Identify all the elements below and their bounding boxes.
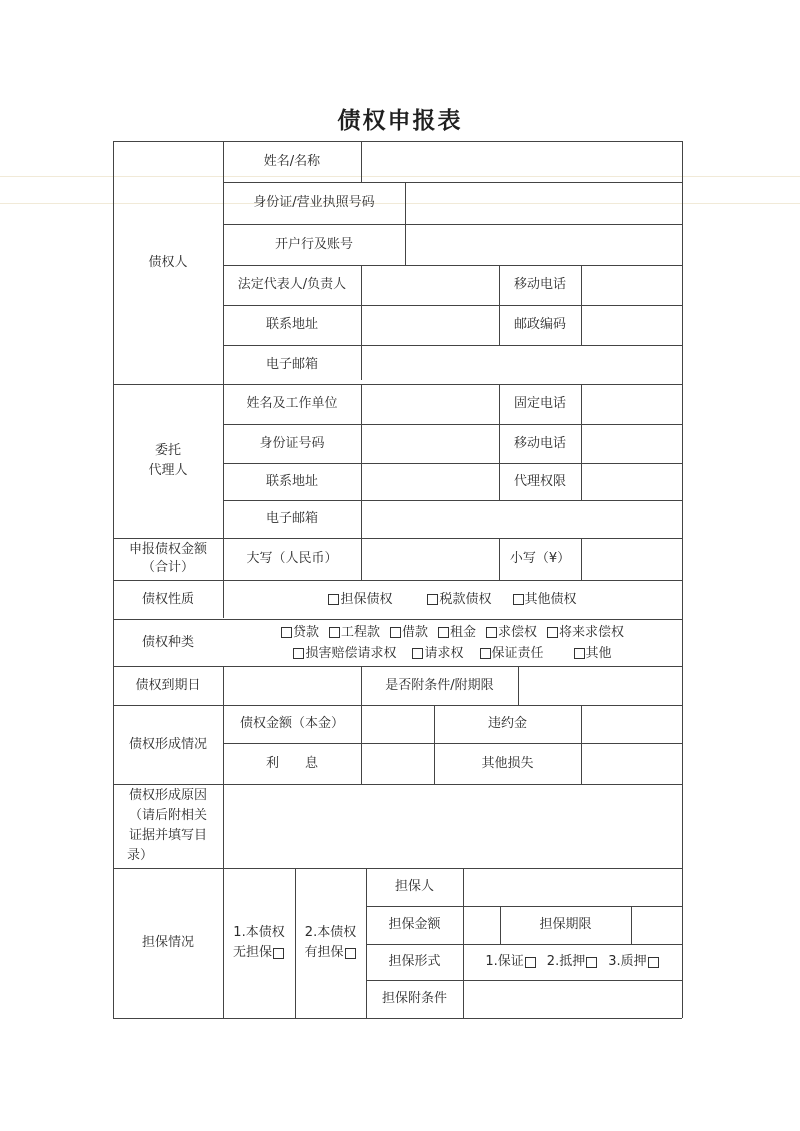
creditor-address-field[interactable] xyxy=(361,305,499,345)
creditor-name-field[interactable] xyxy=(361,141,682,182)
creditor-section-label: 债权人 xyxy=(148,254,188,270)
agent-email-field[interactable] xyxy=(361,500,682,538)
agent-id-label: 身份证号码 xyxy=(259,435,325,451)
checkbox[interactable] xyxy=(480,648,491,659)
checkbox[interactable] xyxy=(486,627,497,638)
creditor-email-label: 电子邮箱 xyxy=(265,356,318,372)
table-border-right xyxy=(682,141,683,1018)
guarantee-amount-label: 担保金额 xyxy=(388,917,441,932)
checkbox[interactable] xyxy=(547,627,558,638)
principal-field[interactable] xyxy=(361,705,434,743)
penalty-label: 违约金 xyxy=(487,716,527,731)
kind-option-damages[interactable]: 损害赔偿请求权 xyxy=(293,644,396,664)
creditor-bank-field[interactable] xyxy=(405,224,682,265)
no-guarantee-line2: 无担保 xyxy=(233,943,285,963)
agent-landline-label: 固定电话 xyxy=(513,396,566,411)
creditor-legal-rep-field[interactable] xyxy=(361,265,499,305)
creditor-postcode-field[interactable] xyxy=(581,305,682,345)
creditor-postcode-label: 邮政编码 xyxy=(513,317,566,332)
reason-field[interactable] xyxy=(223,784,682,868)
amount-lower-field[interactable] xyxy=(581,538,682,580)
checkbox[interactable] xyxy=(293,648,304,659)
creditor-bank-label: 开户行及账号 xyxy=(274,236,353,252)
nature-options xyxy=(223,580,682,619)
due-date-field[interactable] xyxy=(223,666,361,705)
kind-label: 债权种类 xyxy=(141,634,194,650)
kind-option-claim[interactable]: 请求权 xyxy=(412,644,463,664)
kind-option-borrowing[interactable]: 借款 xyxy=(390,623,428,643)
checkbox[interactable] xyxy=(438,627,449,638)
table-border-bottom xyxy=(113,1018,682,1019)
interest-field[interactable] xyxy=(361,743,434,784)
checkbox[interactable] xyxy=(525,957,536,968)
creditor-id-field[interactable] xyxy=(405,182,682,224)
nature-option-other[interactable]: 其他债权 xyxy=(513,590,577,610)
guarantee-form-pledge[interactable]: 3.质押 xyxy=(608,952,659,972)
agent-authority-label: 代理权限 xyxy=(513,473,566,489)
checkbox[interactable] xyxy=(513,594,524,605)
kind-option-other[interactable]: 其他 xyxy=(574,644,612,664)
creditor-legal-rep-label: 法定代表人/负责人 xyxy=(237,277,347,292)
reason-label-line3: 证据并填写目 xyxy=(128,828,207,843)
guarantor-label: 担保人 xyxy=(394,879,434,894)
kind-options-row1 xyxy=(223,622,682,643)
kind-options-row2 xyxy=(223,643,682,664)
kind-option-guarantee-liability[interactable]: 保证责任 xyxy=(480,644,544,664)
agent-mobile-field[interactable] xyxy=(581,424,682,463)
agent-address-field[interactable] xyxy=(361,463,499,500)
amount-label-line1: 申报债权金额 xyxy=(128,542,207,557)
nature-option-tax[interactable]: 税款债权 xyxy=(427,590,491,610)
penalty-field[interactable] xyxy=(581,705,682,743)
agent-landline-field[interactable] xyxy=(581,384,682,424)
no-guarantee-line1: 1.本债权 xyxy=(233,925,285,940)
reason-label-line4: 录） xyxy=(127,848,154,863)
condition-field[interactable] xyxy=(518,666,682,705)
agent-section-label xyxy=(113,384,223,538)
no-guarantee-option[interactable] xyxy=(223,868,295,1018)
creditor-mobile-field[interactable] xyxy=(581,265,682,305)
agent-id-field[interactable] xyxy=(361,424,499,463)
has-guarantee-option[interactable] xyxy=(295,868,366,1018)
reason-label-line2: （请后附相关 xyxy=(128,808,207,823)
page-title: 债权申报表 xyxy=(337,108,463,134)
creditor-address-label: 联系地址 xyxy=(265,317,318,332)
has-guarantee-line1: 2.本债权 xyxy=(304,925,357,940)
kind-option-recourse[interactable]: 求偿权 xyxy=(486,623,537,643)
checkbox[interactable] xyxy=(281,627,292,638)
guarantee-conditions-field[interactable] xyxy=(463,980,682,1018)
has-guarantee-line2: 有担保 xyxy=(304,943,356,963)
condition-label: 是否附条件/附期限 xyxy=(385,677,494,693)
checkbox[interactable] xyxy=(390,627,401,638)
guarantee-period-label: 担保期限 xyxy=(539,917,592,932)
guarantee-amount-field[interactable] xyxy=(463,906,500,944)
kind-option-loan[interactable]: 贷款 xyxy=(281,623,319,643)
guarantee-conditions-label: 担保附条件 xyxy=(381,991,447,1006)
agent-mobile-label: 移动电话 xyxy=(513,435,566,451)
checkbox[interactable] xyxy=(329,627,340,638)
nature-label: 债权性质 xyxy=(141,591,194,607)
reason-label-line1: 债权形成原因 xyxy=(128,788,207,803)
amount-upper-label: 大写（人民币） xyxy=(246,551,338,566)
guarantee-label: 担保情况 xyxy=(141,935,194,950)
guarantee-period-field[interactable] xyxy=(631,906,682,944)
guarantee-form-surety[interactable]: 1.保证 xyxy=(485,952,536,972)
checkbox[interactable] xyxy=(345,948,356,959)
checkbox[interactable] xyxy=(273,948,284,959)
interest-label: 利 息 xyxy=(265,755,318,771)
creditor-name-label: 姓名/名称 xyxy=(263,153,321,169)
creditor-id-label: 身份证/营业执照号码 xyxy=(253,195,375,210)
checkbox[interactable] xyxy=(328,594,339,605)
agent-email-label: 电子邮箱 xyxy=(265,511,318,526)
other-loss-label: 其他损失 xyxy=(481,755,534,771)
kind-option-future-recourse[interactable]: 将来求偿权 xyxy=(547,623,624,643)
due-date-label: 债权到期日 xyxy=(135,677,201,693)
amount-label xyxy=(113,538,223,580)
reason-label xyxy=(113,784,223,868)
creditor-mobile-label: 移动电话 xyxy=(513,277,566,292)
principal-label: 债权金额（本金） xyxy=(239,716,344,731)
creditor-email-field[interactable] xyxy=(361,345,682,384)
formation-label: 债权形成情况 xyxy=(128,736,207,752)
checkbox[interactable] xyxy=(412,648,423,659)
agent-address-label: 联系地址 xyxy=(265,473,318,489)
agent-name-unit-label: 姓名及工作单位 xyxy=(246,396,338,411)
nature-option-secured[interactable]: 担保债权 xyxy=(328,590,392,610)
amount-lower-label: 小写（¥） xyxy=(509,551,571,566)
amount-label-line2: （合计） xyxy=(141,560,194,575)
guarantee-form-options xyxy=(463,944,682,980)
guarantee-form-mortgage[interactable]: 2.抵押 xyxy=(547,952,598,972)
kind-option-construction[interactable]: 工程款 xyxy=(329,623,380,643)
guarantee-form-label: 担保形式 xyxy=(388,954,441,969)
amount-upper-field[interactable] xyxy=(361,538,499,580)
agent-name-unit-field[interactable] xyxy=(361,384,499,424)
checkbox[interactable] xyxy=(648,957,659,968)
other-loss-field[interactable] xyxy=(581,743,682,784)
guarantor-field[interactable] xyxy=(463,868,682,906)
agent-authority-field[interactable] xyxy=(581,463,682,500)
agent-section-label-line1: 委托 xyxy=(154,443,181,458)
checkbox[interactable] xyxy=(427,594,438,605)
kind-option-rent[interactable]: 租金 xyxy=(438,623,476,643)
checkbox[interactable] xyxy=(574,648,585,659)
checkbox[interactable] xyxy=(586,957,597,968)
agent-section-label-line2: 代理人 xyxy=(148,463,188,478)
